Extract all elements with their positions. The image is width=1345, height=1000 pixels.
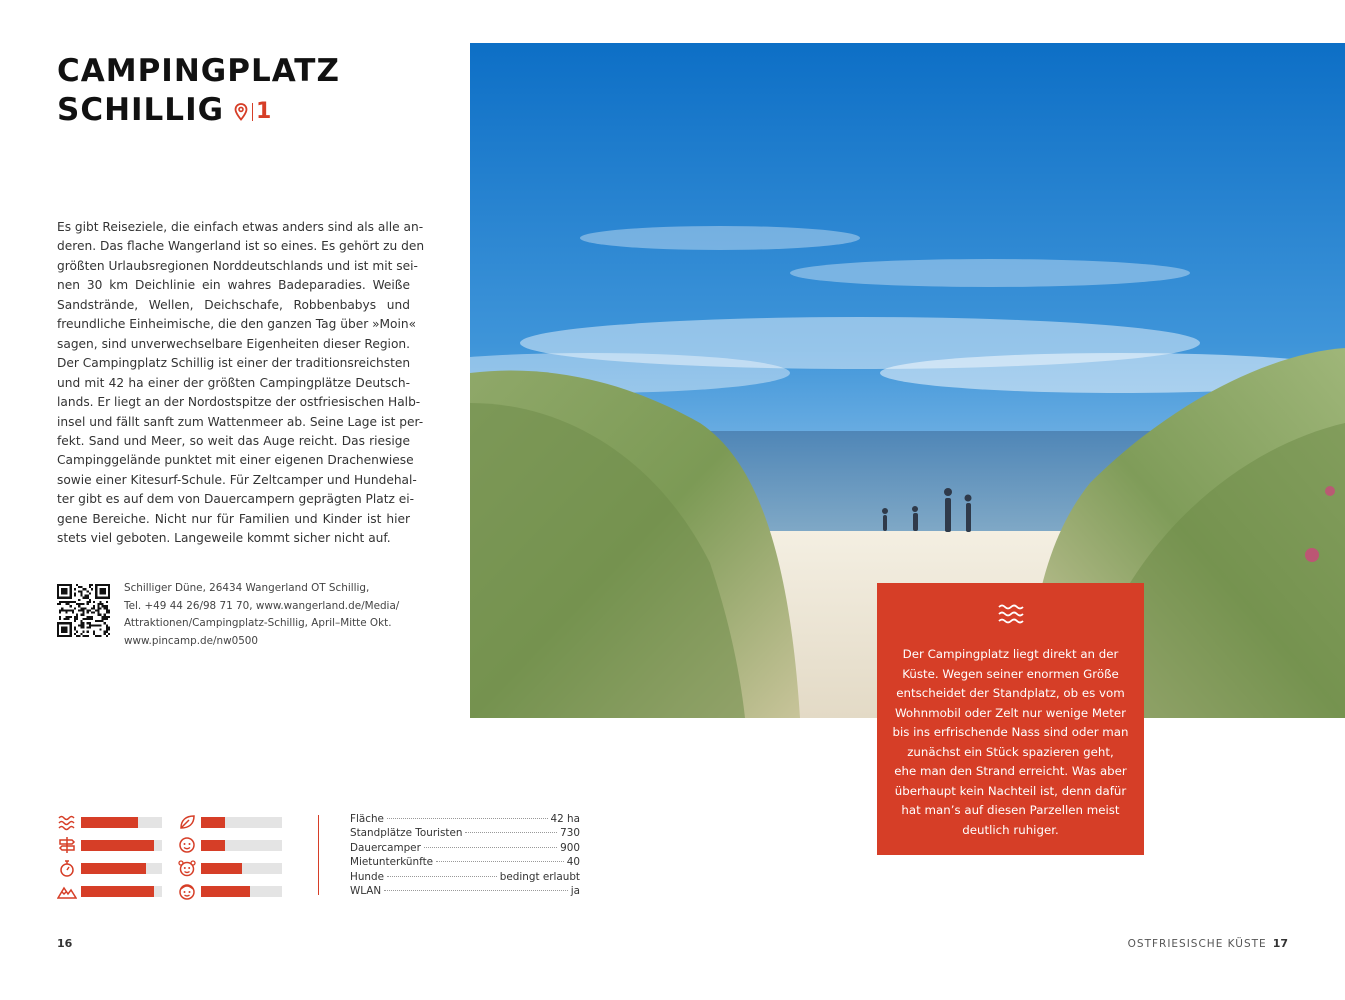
fact-row — [350, 870, 580, 884]
rating-row — [177, 813, 282, 831]
fact-value: bedingt erlaubt — [499, 870, 580, 883]
callout-text — [877, 645, 1144, 840]
rating-bar-track — [201, 817, 282, 828]
fact-value: ja — [570, 884, 580, 897]
rating-row — [177, 836, 282, 854]
rating-bar-track — [201, 840, 282, 851]
rating-bar-track — [81, 840, 162, 851]
body-text — [57, 218, 425, 549]
callout-line: bis ins erfrischende Nass sind oder man — [892, 725, 1129, 739]
callout-line: deutlich ruhiger. — [962, 822, 1059, 837]
callout-line: entscheidet der Standplatz, ob es vom — [896, 686, 1125, 700]
rating-row — [57, 836, 162, 854]
waves-icon — [57, 813, 77, 831]
marker-number: 1 — [256, 98, 273, 124]
rating-bar-fill — [201, 863, 242, 874]
body-line: ter gibt es auf dem von Dauercampern geprägten Platz ei- — [57, 492, 415, 507]
callout-line: Küste. Wegen seiner enormen Größe — [902, 666, 1119, 681]
callout-line: überhaupt kein Nachteil ist, denn dafür — [894, 783, 1127, 798]
face-icon — [177, 836, 197, 854]
fact-row — [350, 812, 580, 826]
rating-row — [57, 859, 162, 877]
map-pin-icon — [234, 103, 248, 121]
address-line: Tel. +49 44 26/98 71 70, www.wangerland.de/Media/ — [124, 599, 400, 612]
rating-row — [177, 859, 282, 877]
body-line: größten Urlaubsregionen Norddeutschlands und ist mit sei- — [57, 258, 418, 273]
fact-row — [350, 826, 580, 840]
fact-leader-dots — [387, 818, 548, 819]
body-line: Der Campingplatz Schillig ist einer der traditionsreichsten — [57, 356, 411, 371]
fact-row — [350, 884, 580, 898]
rating-bar-track — [81, 863, 162, 874]
rating-bar-fill — [81, 840, 154, 851]
rating-bar-fill — [81, 817, 138, 828]
body-line: fekt. Sand und Meer, so weit das Auge reicht. Das riesige — [57, 433, 410, 448]
fact-leader-dots — [387, 876, 497, 877]
fact-label: Fläche — [350, 813, 384, 825]
callout-line: ehe man den Strand erreicht. Was aber — [894, 764, 1127, 778]
body-line: sagen, sind unverwechselbare Eigenheiten dieser Region. — [57, 336, 410, 351]
rating-bar-fill — [81, 886, 154, 897]
marker-separator — [252, 103, 253, 121]
fact-leader-dots — [424, 847, 557, 848]
body-line: Sandstrände, Wellen, Deichschafe, Robbenbabys und — [57, 297, 410, 312]
callout-line: zunächst ein Stück spazieren geht, — [907, 744, 1114, 759]
rating-row — [57, 882, 162, 900]
callout-line: Wohnmobil oder Zelt nur wenige Meter — [894, 705, 1127, 720]
callout-line: Der Campingplatz liegt direkt an der — [902, 647, 1119, 661]
address-block — [124, 580, 414, 650]
rating-row — [57, 813, 162, 831]
mountains-icon — [57, 882, 77, 900]
fact-label: Dauercamper — [350, 841, 421, 854]
fact-label: Mietunterkünfte — [350, 856, 434, 869]
body-line: Campinggelände punktet mit einer eigenen Drachenwiese — [57, 453, 414, 468]
fact-label: Hunde — [350, 870, 384, 883]
body-line: deren. Das flache Wangerland ist so eines. Es gehört zu den — [57, 239, 425, 254]
body-line: nen 30 km Deichlinie ein wahres Badeparadies. Weiße — [57, 278, 410, 293]
fact-leader-dots — [436, 861, 564, 862]
child-face-icon — [177, 859, 197, 877]
rating-bar-track — [201, 863, 282, 874]
section-label: OSTFRIESISCHE KÜSTE — [1127, 938, 1267, 950]
body-line: insel und fällt sanft zum Wattenmeer ab. Seine Lage ist per- — [57, 414, 424, 429]
page-number-right: 17 — [1272, 937, 1288, 950]
title-line-2 — [57, 91, 437, 130]
facts-divider — [318, 815, 319, 895]
waves-icon — [998, 603, 1024, 625]
rating-bar-track — [201, 886, 282, 897]
fact-row — [350, 841, 580, 855]
title-line-1: CAMPINGPLATZ — [57, 53, 340, 89]
fact-value: 40 — [566, 856, 580, 869]
fact-label: Standplätze Touristen — [350, 827, 463, 840]
rating-bar-fill — [201, 817, 225, 828]
leaf-icon — [177, 813, 197, 831]
rating-bar-fill — [81, 863, 146, 874]
callout-box — [877, 583, 1144, 855]
rating-bar-fill — [201, 840, 225, 851]
kid-face-icon — [177, 882, 197, 900]
fact-row — [350, 855, 580, 869]
fact-value: 900 — [560, 841, 580, 854]
rating-bar-track — [81, 817, 162, 828]
fact-leader-dots — [384, 890, 568, 891]
address-line: Schilliger Düne, 26434 Wangerland OT Schillig, — [124, 582, 370, 594]
body-line: Es gibt Reiseziele, die einfach etwas anders sind als alle an- — [57, 220, 424, 234]
title-line-2-text: SCHILLIG — [57, 92, 225, 128]
fact-leader-dots — [465, 832, 557, 833]
qr-code-icon — [57, 584, 110, 637]
body-line: stets viel geboten. Langeweile kommt sicher nicht auf. — [57, 531, 391, 546]
rating-row — [177, 882, 282, 900]
signpost-icon — [57, 836, 77, 854]
stopwatch-icon — [57, 859, 77, 877]
page-title — [57, 52, 437, 130]
running-footer-right — [1128, 937, 1288, 950]
fact-label: WLAN — [350, 884, 382, 897]
rating-bar-fill — [201, 886, 250, 897]
body-line: gene Bereiche. Nicht nur für Familien und Kinder ist hier — [57, 511, 410, 526]
body-line: und mit 42 ha einer der größten Campingplätze Deutsch- — [57, 375, 410, 390]
body-line: lands. Er liegt an der Nordostspitze der ostfriesischen Halb- — [57, 395, 421, 410]
pincamp-link[interactable]: www.pincamp.de/nw0500 — [124, 634, 259, 647]
page-number-left: 16 — [57, 937, 73, 950]
body-line: sowie einer Kitesurf-Schule. Für Zeltcamper und Hundehal- — [57, 472, 417, 487]
fact-value: 730 — [560, 827, 580, 840]
facts-table — [350, 812, 580, 898]
rating-bar-track — [81, 886, 162, 897]
callout-line: hat man’s auf diesen Parzellen meist — [901, 803, 1120, 817]
body-line: freundliche Einheimische, die den ganzen Tag über »Moin« — [57, 317, 417, 332]
address-line: Attraktionen/Campingplatz-Schillig, April–Mitte Okt. — [124, 617, 392, 630]
fact-value: 42 ha — [550, 813, 580, 825]
map-marker — [234, 98, 273, 124]
